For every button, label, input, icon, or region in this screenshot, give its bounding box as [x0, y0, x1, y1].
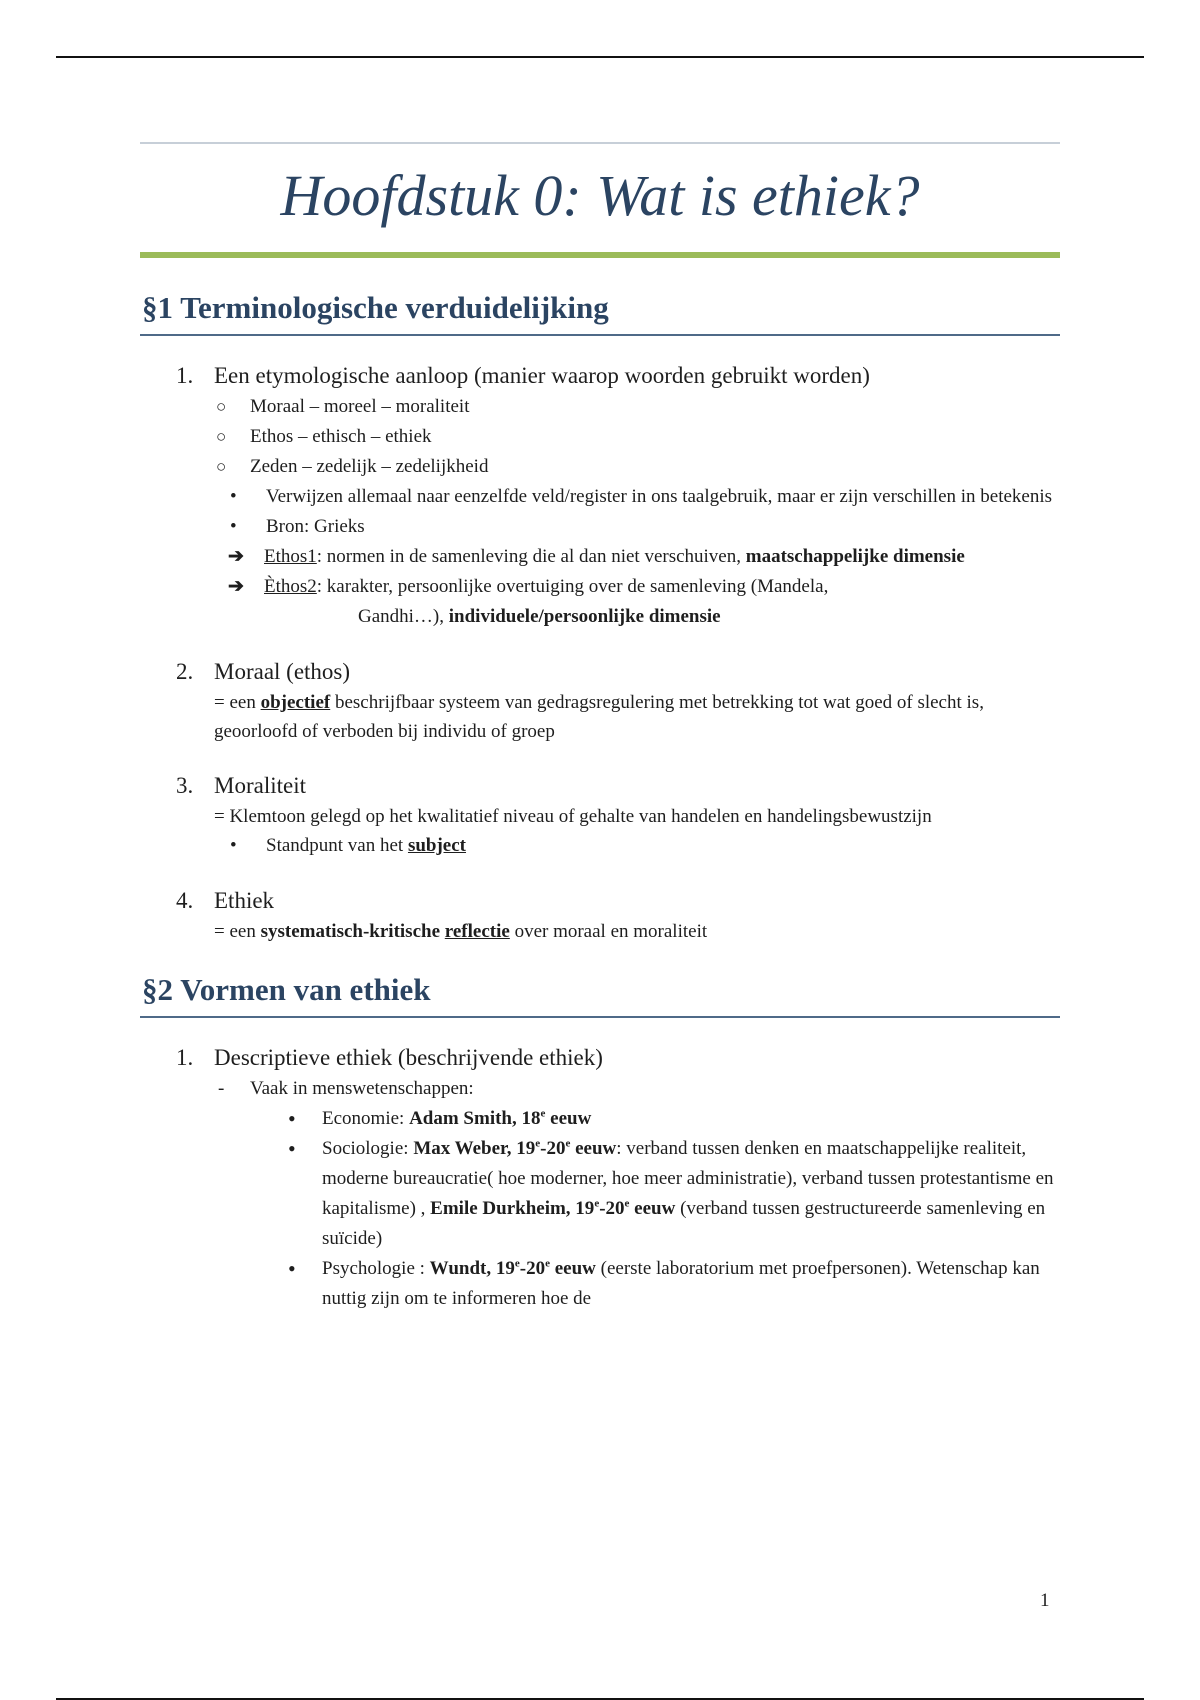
circle-bullet-icon: ○	[216, 427, 227, 446]
sub-item	[214, 452, 1060, 482]
description-text: (verband tussen gestructureerde samenleving en suïcide)	[322, 1198, 1046, 1249]
item-number: 1.	[176, 363, 194, 388]
sub-item-text: Verwijzen allemaal naar eenzelfde veld/register in ons taalgebruik, maar er zijn verschillen in betekenis	[266, 486, 1053, 507]
sub-item-text: Moraal – moreel – moraliteit	[250, 396, 470, 417]
sub-item-text: Zeden – zedelijk – zedelijkheid	[250, 456, 489, 477]
def-keyword: subject	[407, 835, 467, 856]
sub-item	[214, 422, 1060, 452]
continuation-text: Gandhi…),	[358, 606, 449, 627]
def-emphasis: systematisch-kritische	[260, 921, 441, 942]
name-emphasis: Adam Smith, 18	[409, 1108, 541, 1129]
name-emphasis: -20	[519, 1258, 546, 1279]
description-text: (eerste laboratorium met proefpersonen). Wetenschap kan nuttig zijn om te informeren hoe de	[322, 1258, 1040, 1309]
term-ethos1: Ethos1	[264, 546, 317, 567]
item-heading: Moraliteit	[214, 773, 306, 798]
sub-item	[214, 572, 1060, 632]
bullet-icon: •	[288, 1136, 296, 1161]
arrow-right-icon: ➔	[228, 546, 244, 567]
field-label: Psychologie :	[322, 1258, 430, 1279]
definition-text: = Klemtoon gelegd op het kwalitatief niveau of gehalte van handelen en handelingsbewustzijn	[214, 806, 932, 827]
superscript: e	[565, 1137, 571, 1150]
page-top-border	[56, 56, 1144, 58]
list-item	[140, 360, 1060, 632]
term-emphasis: individuele/persoonlijke dimensie	[448, 606, 721, 627]
list-item	[140, 770, 1060, 861]
list-item	[140, 885, 1060, 946]
name-emphasis: Wundt, 19	[429, 1258, 515, 1279]
name-emphasis: -20	[540, 1138, 566, 1159]
superscript: e	[594, 1197, 600, 1210]
sub-item	[214, 1074, 1060, 1104]
section-heading-2: §2 Vormen van ethiek	[140, 970, 1060, 1018]
section-heading-1: §1 Terminologische verduidelijking	[140, 288, 1060, 336]
list-item	[140, 656, 1060, 746]
sub-item	[214, 831, 1060, 861]
superscript: e	[535, 1137, 541, 1150]
document-title: Hoofdstuk 0: Wat is ethiek?	[280, 163, 920, 228]
name-emphasis: -20	[599, 1198, 625, 1219]
bullet-icon: •	[288, 1256, 296, 1281]
def-body: beschrijfbaar systeem van gedragsregulering met betrekking tot wat goed of slecht is, geoorloofd of verboden bij individu of groep	[214, 692, 984, 742]
section-1-list	[140, 360, 1060, 946]
item-heading: Een etymologische aanloop (manier waarop woorden gebruikt worden)	[214, 363, 870, 388]
document-page	[140, 142, 1060, 1338]
bullet-icon: •	[230, 486, 237, 507]
list-item	[140, 1042, 1060, 1314]
item-heading: Descriptieve ethiek (beschrijvende ethiek)	[214, 1045, 603, 1070]
term-ethos2: Èthos2	[264, 576, 317, 597]
sub-item-text: Standpunt van het	[266, 835, 408, 856]
superscript: e	[514, 1257, 520, 1270]
name-emphasis: eeuw	[629, 1198, 676, 1219]
name-emphasis: Max Weber, 19	[413, 1138, 536, 1159]
def-prefix: = een	[214, 692, 261, 713]
item-number: 3.	[176, 773, 194, 798]
description-text: : verband tussen denken en maatschappelijke realiteit, moderne bureaucratie( hoe moderner, hoe meer administratie), verband tussen protestantisme en kapitalisme) ,	[322, 1138, 1054, 1219]
sub-item	[214, 392, 1060, 422]
sub-list-bullets	[214, 831, 1060, 861]
superscript: e	[545, 1257, 550, 1270]
sub-item-text: Bron: Grieks	[266, 516, 365, 537]
sub-item-sociologie	[214, 1134, 1060, 1254]
title-top-rule	[140, 142, 1060, 144]
page-number: 1	[1040, 1590, 1050, 1611]
term-definition: : normen in de samenleving die al dan niet verschuiven,	[316, 546, 746, 567]
arrow-right-icon: ➔	[228, 576, 244, 597]
sub-item	[214, 512, 1060, 542]
sub-list-dash	[214, 1074, 1060, 1104]
item-heading: Moraal (ethos)	[214, 659, 351, 684]
sub-item-text: Ethos – ethisch – ethiek	[250, 426, 432, 447]
definition-text	[214, 917, 1060, 946]
superscript: e	[540, 1107, 546, 1120]
term-definition: : karakter, persoonlijke overtuiging over de samenleving (Mandela,	[316, 576, 829, 597]
title-bottom-rule	[140, 252, 1060, 258]
item-number: 1.	[176, 1045, 194, 1070]
sub-list-arrows	[214, 542, 1060, 632]
name-emphasis: eeuw	[549, 1258, 596, 1279]
sub-list-circles	[214, 392, 1060, 482]
name-emphasis: eeuw	[545, 1108, 592, 1129]
name-emphasis: eeuw	[570, 1138, 617, 1159]
item-heading: Ethiek	[214, 888, 275, 913]
superscript: e	[624, 1197, 630, 1210]
name-emphasis: Emile Durkheim, 19	[430, 1198, 595, 1219]
term-emphasis: maatschappelijke dimensie	[745, 546, 965, 567]
bullet-icon: •	[288, 1106, 296, 1131]
item-number: 2.	[176, 659, 194, 684]
field-label: Sociologie:	[322, 1138, 414, 1159]
sub-list-deep-bullets	[214, 1104, 1060, 1314]
circle-bullet-icon: ○	[216, 397, 227, 416]
definition-text	[214, 688, 1060, 746]
bullet-icon: •	[230, 835, 237, 856]
sub-item-text: Vaak in menswetenschappen:	[250, 1078, 474, 1099]
field-label: Economie:	[322, 1108, 410, 1129]
def-prefix: = een	[214, 921, 261, 942]
section-2-list	[140, 1042, 1060, 1314]
sub-item-psychologie	[214, 1254, 1060, 1314]
dash-icon: -	[218, 1078, 225, 1099]
sub-item	[214, 482, 1060, 512]
term-continuation	[264, 602, 1060, 632]
sub-item-economie	[214, 1104, 1060, 1134]
def-body: over moraal en moraliteit	[509, 921, 708, 942]
item-number: 4.	[176, 888, 194, 913]
def-keyword: reflectie	[444, 921, 510, 942]
def-keyword: objectief	[260, 692, 331, 713]
bullet-icon: •	[230, 516, 237, 537]
sub-list-bullets	[214, 482, 1060, 542]
circle-bullet-icon: ○	[216, 457, 227, 476]
sub-item	[214, 542, 1060, 572]
